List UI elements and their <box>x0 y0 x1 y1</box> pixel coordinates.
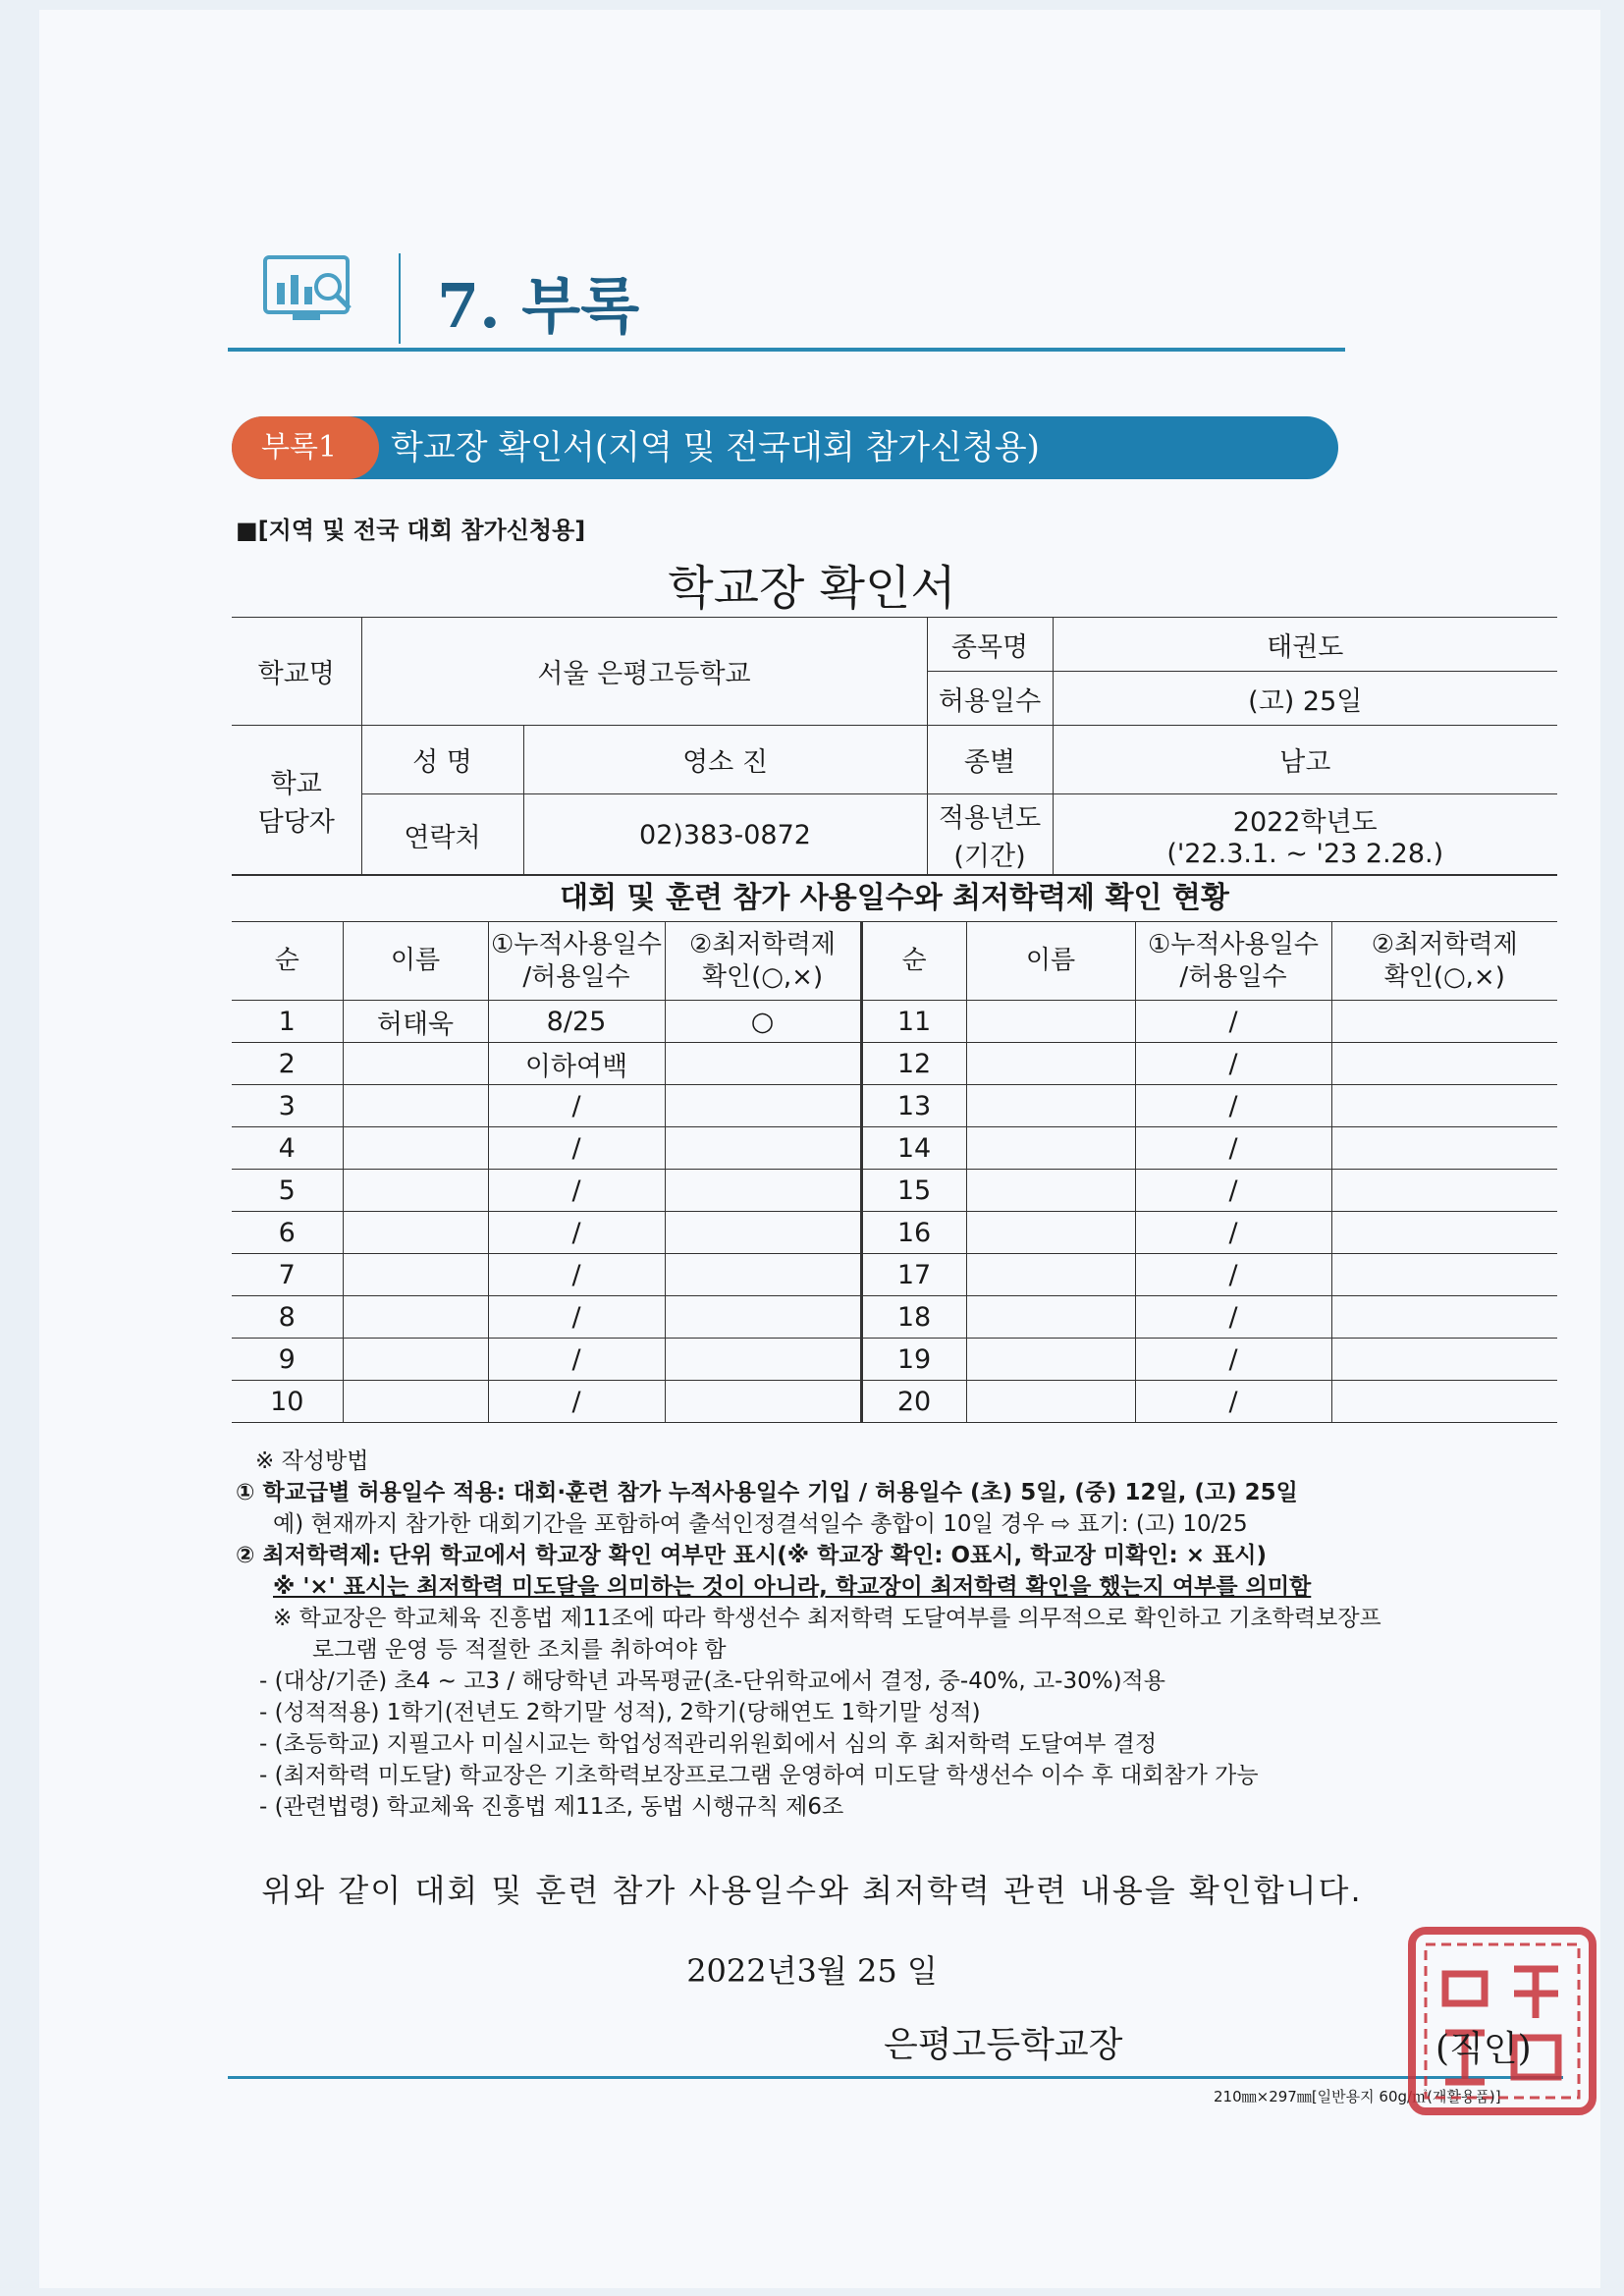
status-title: 대회 및 훈련 참가 사용일수와 최저학력제 확인 현황 <box>232 874 1557 921</box>
cell-no-l: 8 <box>232 1296 343 1339</box>
cell-days-l: / <box>488 1212 665 1254</box>
section-title: 7. 부록 <box>437 270 640 342</box>
cell-check-r <box>1331 1127 1557 1170</box>
col-days-line2: /허용일수 <box>522 961 630 992</box>
cell-check-r <box>1331 1170 1557 1212</box>
cell-check-l <box>665 1085 861 1127</box>
cell-days-l: / <box>488 1296 665 1339</box>
cell-name-r <box>966 1043 1135 1085</box>
cell-name-l <box>343 1339 488 1381</box>
info-table <box>232 617 1557 876</box>
table-row <box>232 1254 1557 1296</box>
cell-days-l: 이하여백 <box>488 1043 665 1085</box>
cell-name-l <box>343 1085 488 1127</box>
cell-days-r: / <box>1135 1085 1331 1127</box>
cell-no-r: 17 <box>861 1254 966 1296</box>
form-subheading: ■[지역 및 전국 대회 참가신청용] <box>236 517 586 544</box>
col-name-right: 이름 <box>966 922 1135 1001</box>
col-check-right-line2: 확인(○,×) <box>1383 961 1505 992</box>
cell-days-l: / <box>488 1254 665 1296</box>
cell-name-l <box>343 1254 488 1296</box>
cell-days-r: / <box>1135 1212 1331 1254</box>
cell-no-l: 7 <box>232 1254 343 1296</box>
cell-days-r: / <box>1135 1127 1331 1170</box>
cell-no-l: 9 <box>232 1339 343 1381</box>
header-divider <box>399 253 401 344</box>
appendix-tag: 부록1 <box>232 416 379 479</box>
col-check-right <box>1331 922 1557 1001</box>
cell-name-r <box>966 1085 1135 1127</box>
contact-label: 연락처 <box>361 794 523 876</box>
year-label-line2: (기간) <box>953 842 1026 872</box>
note-1: ① 학교급별 허용일수 적용: 대회·훈련 참가 누적사용일수 기입 / 허용일수 (초) 5일, (중) 12일, (고) 25일 <box>236 1480 1298 1505</box>
document-title: 학교장 확인서 <box>668 561 956 616</box>
appendix-banner <box>232 416 1338 479</box>
cell-check-r <box>1331 1339 1557 1381</box>
table-row <box>232 1127 1557 1170</box>
cell-check-l <box>665 1296 861 1339</box>
appendix-banner-text: 학교장 확인서(지역 및 전국대회 참가신청용) <box>391 428 1040 467</box>
cell-check-l <box>665 1381 861 1423</box>
cell-days-l: / <box>488 1381 665 1423</box>
cell-no-l: 2 <box>232 1043 343 1085</box>
note-2-b-line2: 로그램 운영 등 적절한 조치를 취하여야 함 <box>312 1637 727 1663</box>
year-label-line1: 적용년도 <box>938 803 1042 834</box>
event-label: 종목명 <box>927 618 1053 672</box>
detail-2: - (성적적용) 1학기(전년도 2학기말 성적), 2학기(당해연도 1학기말 성적) <box>259 1700 981 1725</box>
name-value: 영소 진 <box>523 726 927 794</box>
cell-no-r: 15 <box>861 1170 966 1212</box>
cell-days-r: / <box>1135 1296 1331 1339</box>
cell-name-l <box>343 1381 488 1423</box>
cell-days-r: / <box>1135 1254 1331 1296</box>
cell-no-r: 14 <box>861 1127 966 1170</box>
footer-line <box>228 2076 1563 2079</box>
seal-label: (직인) <box>1435 2029 1532 2069</box>
cell-no-r: 16 <box>861 1212 966 1254</box>
year-value-line1: 2022학년도 <box>1232 807 1378 838</box>
issue-date: 2022년3월 25 일 <box>686 1952 938 1990</box>
cell-name-r <box>966 1001 1135 1043</box>
cell-days-l: / <box>488 1085 665 1127</box>
cell-days-r: / <box>1135 1001 1331 1043</box>
cell-check-l <box>665 1043 861 1085</box>
cell-name-r <box>966 1339 1135 1381</box>
cell-no-l: 10 <box>232 1381 343 1423</box>
instructions-heading: ※ 작성방법 <box>255 1449 369 1474</box>
cell-no-r: 18 <box>861 1296 966 1339</box>
cell-check-l <box>665 1212 861 1254</box>
cell-check-r <box>1331 1381 1557 1423</box>
table-row <box>232 1085 1557 1127</box>
col-days-right-line1: ①누적사용일수 <box>1147 930 1319 959</box>
school-label: 학교명 <box>232 618 361 726</box>
year-value-line2: ('22.3.1. ~ '23 2.28.) <box>1166 839 1444 869</box>
detail-5: - (관련법령) 학교체육 진흥법 제11조, 동법 시행규칙 제6조 <box>259 1794 844 1820</box>
header-underline <box>228 348 1345 352</box>
table-row <box>232 1170 1557 1212</box>
name-label: 성 명 <box>361 726 523 794</box>
table-row <box>232 1001 1557 1043</box>
col-no-right: 순 <box>861 922 966 1001</box>
cell-name-l <box>343 1296 488 1339</box>
table-row <box>232 1296 1557 1339</box>
contact-value: 02)383-0872 <box>523 794 927 876</box>
col-days-line1: ①누적사용일수 <box>490 930 662 959</box>
cell-no-l: 5 <box>232 1170 343 1212</box>
cell-check-l <box>665 1170 861 1212</box>
year-label <box>927 794 1053 876</box>
cell-check-r <box>1331 1296 1557 1339</box>
cell-name-r <box>966 1254 1135 1296</box>
cell-name-r <box>966 1212 1135 1254</box>
chart-magnifier-icon <box>263 253 357 328</box>
detail-4: - (최저학력 미도달) 학교장은 기초학력보장프로그램 운영하여 미도달 학생선수 이수 후 대회참가 가능 <box>259 1763 1259 1788</box>
cell-check-l: ○ <box>665 1001 861 1043</box>
cell-no-l: 4 <box>232 1127 343 1170</box>
detail-3: - (초등학교) 지필고사 미실시교는 학업성적관리위원회에서 심의 후 최저학력 도달여부 결정 <box>259 1731 1158 1757</box>
cell-check-r <box>1331 1043 1557 1085</box>
detail-1: - (대상/기준) 초4 ~ 고3 / 해당학년 과목평균(초-단위학교에서 결정, 중-40%, 고-30%)적용 <box>259 1668 1165 1694</box>
cell-name-l <box>343 1170 488 1212</box>
paper-size-note: 210㎜×297㎜[일반용지 60g/㎡(재활용품)] <box>1214 2088 1501 2105</box>
note-2-b-line1: ※ 학교장은 학교체육 진흥법 제11조에 따라 학생선수 최저학력 도달여부를 의무적으로 확인하고 기초학력보장프 <box>273 1606 1381 1631</box>
cell-no-l: 1 <box>232 1001 343 1043</box>
col-days-right <box>1135 922 1331 1001</box>
cell-days-l: / <box>488 1170 665 1212</box>
cell-no-r: 11 <box>861 1001 966 1043</box>
cell-check-l <box>665 1127 861 1170</box>
staff-label-line1: 학교 <box>270 769 322 799</box>
table-row <box>232 1381 1557 1423</box>
cell-name-l: 허태욱 <box>343 1001 488 1043</box>
cell-days-r: / <box>1135 1043 1331 1085</box>
cell-name-l <box>343 1127 488 1170</box>
cell-name-r <box>966 1170 1135 1212</box>
cell-days-r: / <box>1135 1170 1331 1212</box>
cell-days-r: / <box>1135 1381 1331 1423</box>
cell-no-r: 19 <box>861 1339 966 1381</box>
status-header-row <box>232 922 1557 1001</box>
cell-days-r: / <box>1135 1339 1331 1381</box>
col-check-right-line1: ②최저학력제 <box>1371 930 1518 959</box>
year-value <box>1053 794 1557 876</box>
cell-days-l: / <box>488 1127 665 1170</box>
col-name: 이름 <box>343 922 488 1001</box>
status-body <box>232 1001 1557 1423</box>
confirmation-statement: 위와 같이 대회 및 훈련 참가 사용일수와 최저학력 관련 내용을 확인합니다. <box>261 1872 1363 1909</box>
cell-no-r: 13 <box>861 1085 966 1127</box>
cell-check-l <box>665 1339 861 1381</box>
col-no: 순 <box>232 922 343 1001</box>
category-value: 남고 <box>1053 726 1557 794</box>
cell-no-r: 20 <box>861 1381 966 1423</box>
table-row <box>232 1212 1557 1254</box>
cell-check-r <box>1331 1001 1557 1043</box>
cell-name-r <box>966 1127 1135 1170</box>
note-2: ② 최저학력제: 단위 학교에서 학교장 확인 여부만 표시(※ 학교장 확인: O표시, 학교장 미확인: × 표시) <box>236 1543 1267 1568</box>
col-check-line1: ②최저학력제 <box>689 930 836 959</box>
note-2-a: ※ '×' 표시는 최저학력 미도달을 의미하는 것이 아니라, 학교장이 최저학력 확인을 했는지 여부를 의미함 <box>273 1574 1312 1600</box>
table-row <box>232 1339 1557 1381</box>
table-row <box>232 1043 1557 1085</box>
allowed-days-value: (고) 25일 <box>1053 672 1557 726</box>
cell-name-r <box>966 1296 1135 1339</box>
cell-days-l: 8/25 <box>488 1001 665 1043</box>
category-label: 종별 <box>927 726 1053 794</box>
status-table <box>232 921 1557 1423</box>
instructions <box>236 1446 1542 1823</box>
col-check <box>665 922 861 1001</box>
col-days <box>488 922 665 1001</box>
cell-name-l <box>343 1212 488 1254</box>
school-value: 서울 은평고등학교 <box>361 618 927 726</box>
allowed-days-label: 허용일수 <box>927 672 1053 726</box>
cell-no-l: 6 <box>232 1212 343 1254</box>
cell-check-r <box>1331 1254 1557 1296</box>
cell-no-r: 12 <box>861 1043 966 1085</box>
cell-no-l: 3 <box>232 1085 343 1127</box>
col-days-right-line2: /허용일수 <box>1179 961 1287 992</box>
cell-days-l: / <box>488 1339 665 1381</box>
cell-name-l <box>343 1043 488 1085</box>
principal-name: 은평고등학교장 <box>884 2025 1123 2065</box>
cell-check-r <box>1331 1212 1557 1254</box>
note-1-example: 예) 현재까지 참가한 대회기간을 포함하여 출석인정결석일수 총합이 10일 경우 ⇨ 표기: (고) 10/25 <box>273 1511 1248 1537</box>
cell-check-r <box>1331 1085 1557 1127</box>
staff-label <box>232 726 361 876</box>
cell-name-r <box>966 1381 1135 1423</box>
event-value: 태권도 <box>1053 618 1557 672</box>
staff-label-line2: 담당자 <box>257 807 335 838</box>
col-check-line2: 확인(○,×) <box>701 961 824 992</box>
cell-check-l <box>665 1254 861 1296</box>
